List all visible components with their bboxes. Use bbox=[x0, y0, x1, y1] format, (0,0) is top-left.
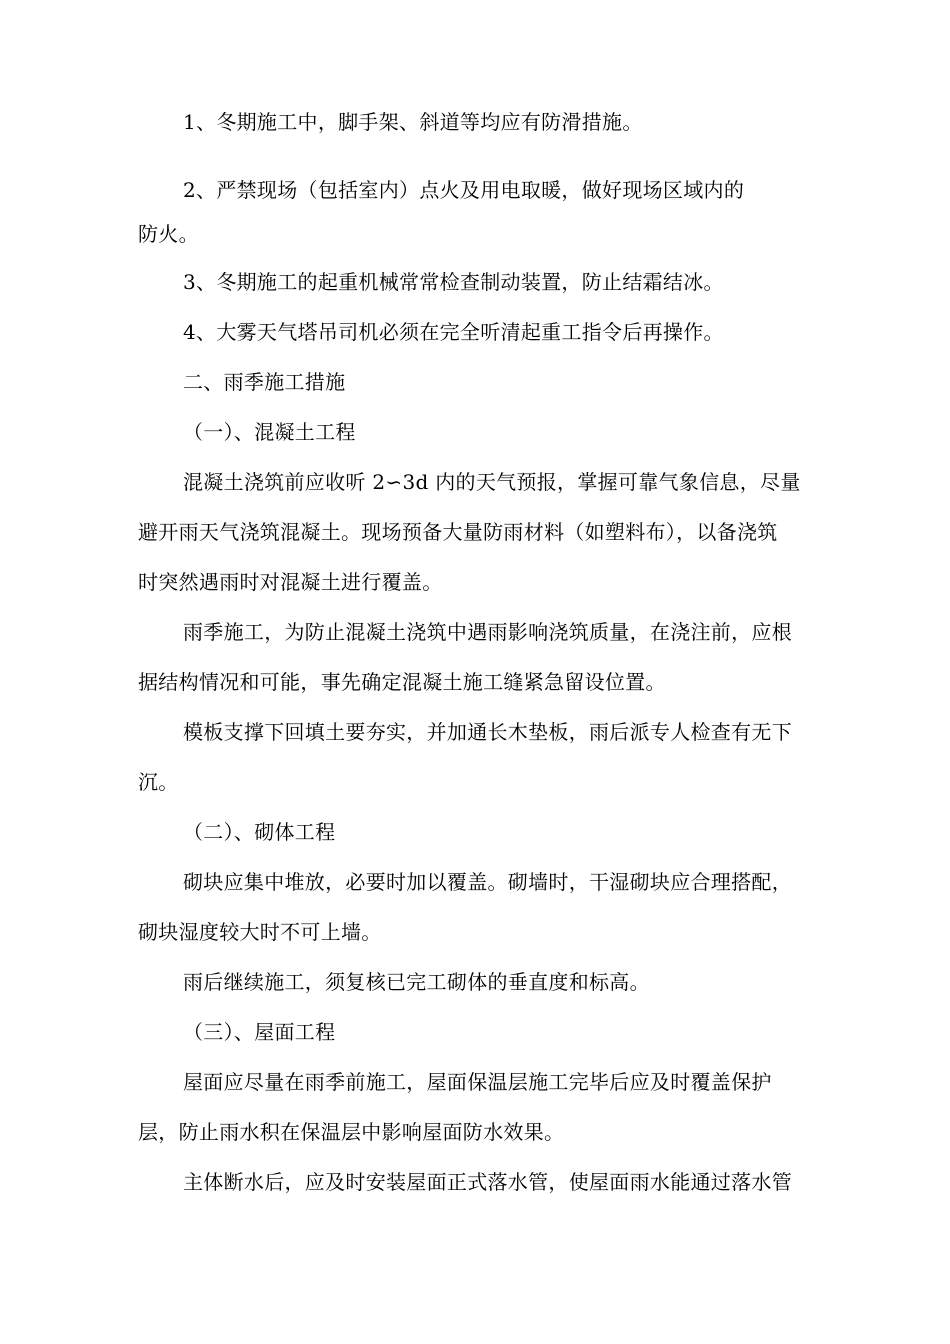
text-line-roofing-2: 主体断水后，应及时安装屋面正式落水管，使屋面雨水能通过落水管 bbox=[183, 1170, 792, 1194]
text-line-concrete-2-cont: 据结构情况和可能，事先确定混凝土施工缝紧急留设位置。 bbox=[138, 670, 666, 694]
text-line-concrete-3: 模板支撑下回填土要夯实，并加通长木垫板，雨后派专人检查有无下 bbox=[183, 720, 792, 744]
subsection-heading-masonry: （二）、砌体工程 bbox=[183, 820, 336, 844]
text-line-concrete-1-cont-a: 避开雨天气浇筑混凝土。现场预备大量防雨材料（如塑料布），以备浇筑 bbox=[138, 520, 778, 544]
text-line-masonry-1: 砌块应集中堆放，必要时加以覆盖。砌墙时，干湿砌块应合理搭配， bbox=[183, 870, 792, 894]
text-line-concrete-1: 混凝土浇筑前应收听 2∽3d 内的天气预报，掌握可靠气象信息，尽量 bbox=[183, 470, 801, 494]
text-line-roofing-1-cont: 层，防止雨水积在保温层中影响屋面防水效果。 bbox=[138, 1120, 565, 1144]
subsection-heading-roofing: （三）、屋面工程 bbox=[183, 1020, 336, 1044]
text-line-roofing-1: 屋面应尽量在雨季前施工，屋面保温层施工完毕后应及时覆盖保护 bbox=[183, 1070, 772, 1094]
text-line-concrete-2: 雨季施工，为防止混凝土浇筑中遇雨影响浇筑质量，在浇注前，应根 bbox=[183, 620, 792, 644]
section-heading-rainy-season: 二、雨季施工措施 bbox=[183, 370, 346, 394]
text-line-winter-item-2-cont: 防火。 bbox=[138, 222, 199, 246]
text-line-winter-item-2: 2、严禁现场（包括室内）点火及用电取暖，做好现场区域内的 bbox=[183, 178, 745, 202]
text-line-concrete-3-cont: 沉。 bbox=[138, 770, 179, 794]
text-line-masonry-1-cont: 砌块湿度较大时不可上墙。 bbox=[138, 920, 382, 944]
subsection-heading-concrete: （一）、混凝土工程 bbox=[183, 420, 356, 444]
text-line-winter-item-4: 4、大雾天气塔吊司机必须在完全听清起重工指令后再操作。 bbox=[183, 320, 724, 344]
text-line-winter-item-3: 3、冬期施工的起重机械常常检查制动装置，防止结霜结冰。 bbox=[183, 270, 724, 294]
text-line-masonry-2: 雨后继续施工，须复核已完工砌体的垂直度和标高。 bbox=[183, 970, 650, 994]
text-line-winter-item-1: 1、冬期施工中，脚手架、斜道等均应有防滑措施。 bbox=[183, 110, 643, 134]
text-line-concrete-1-cont-b: 时突然遇雨时对混凝土进行覆盖。 bbox=[138, 570, 443, 594]
